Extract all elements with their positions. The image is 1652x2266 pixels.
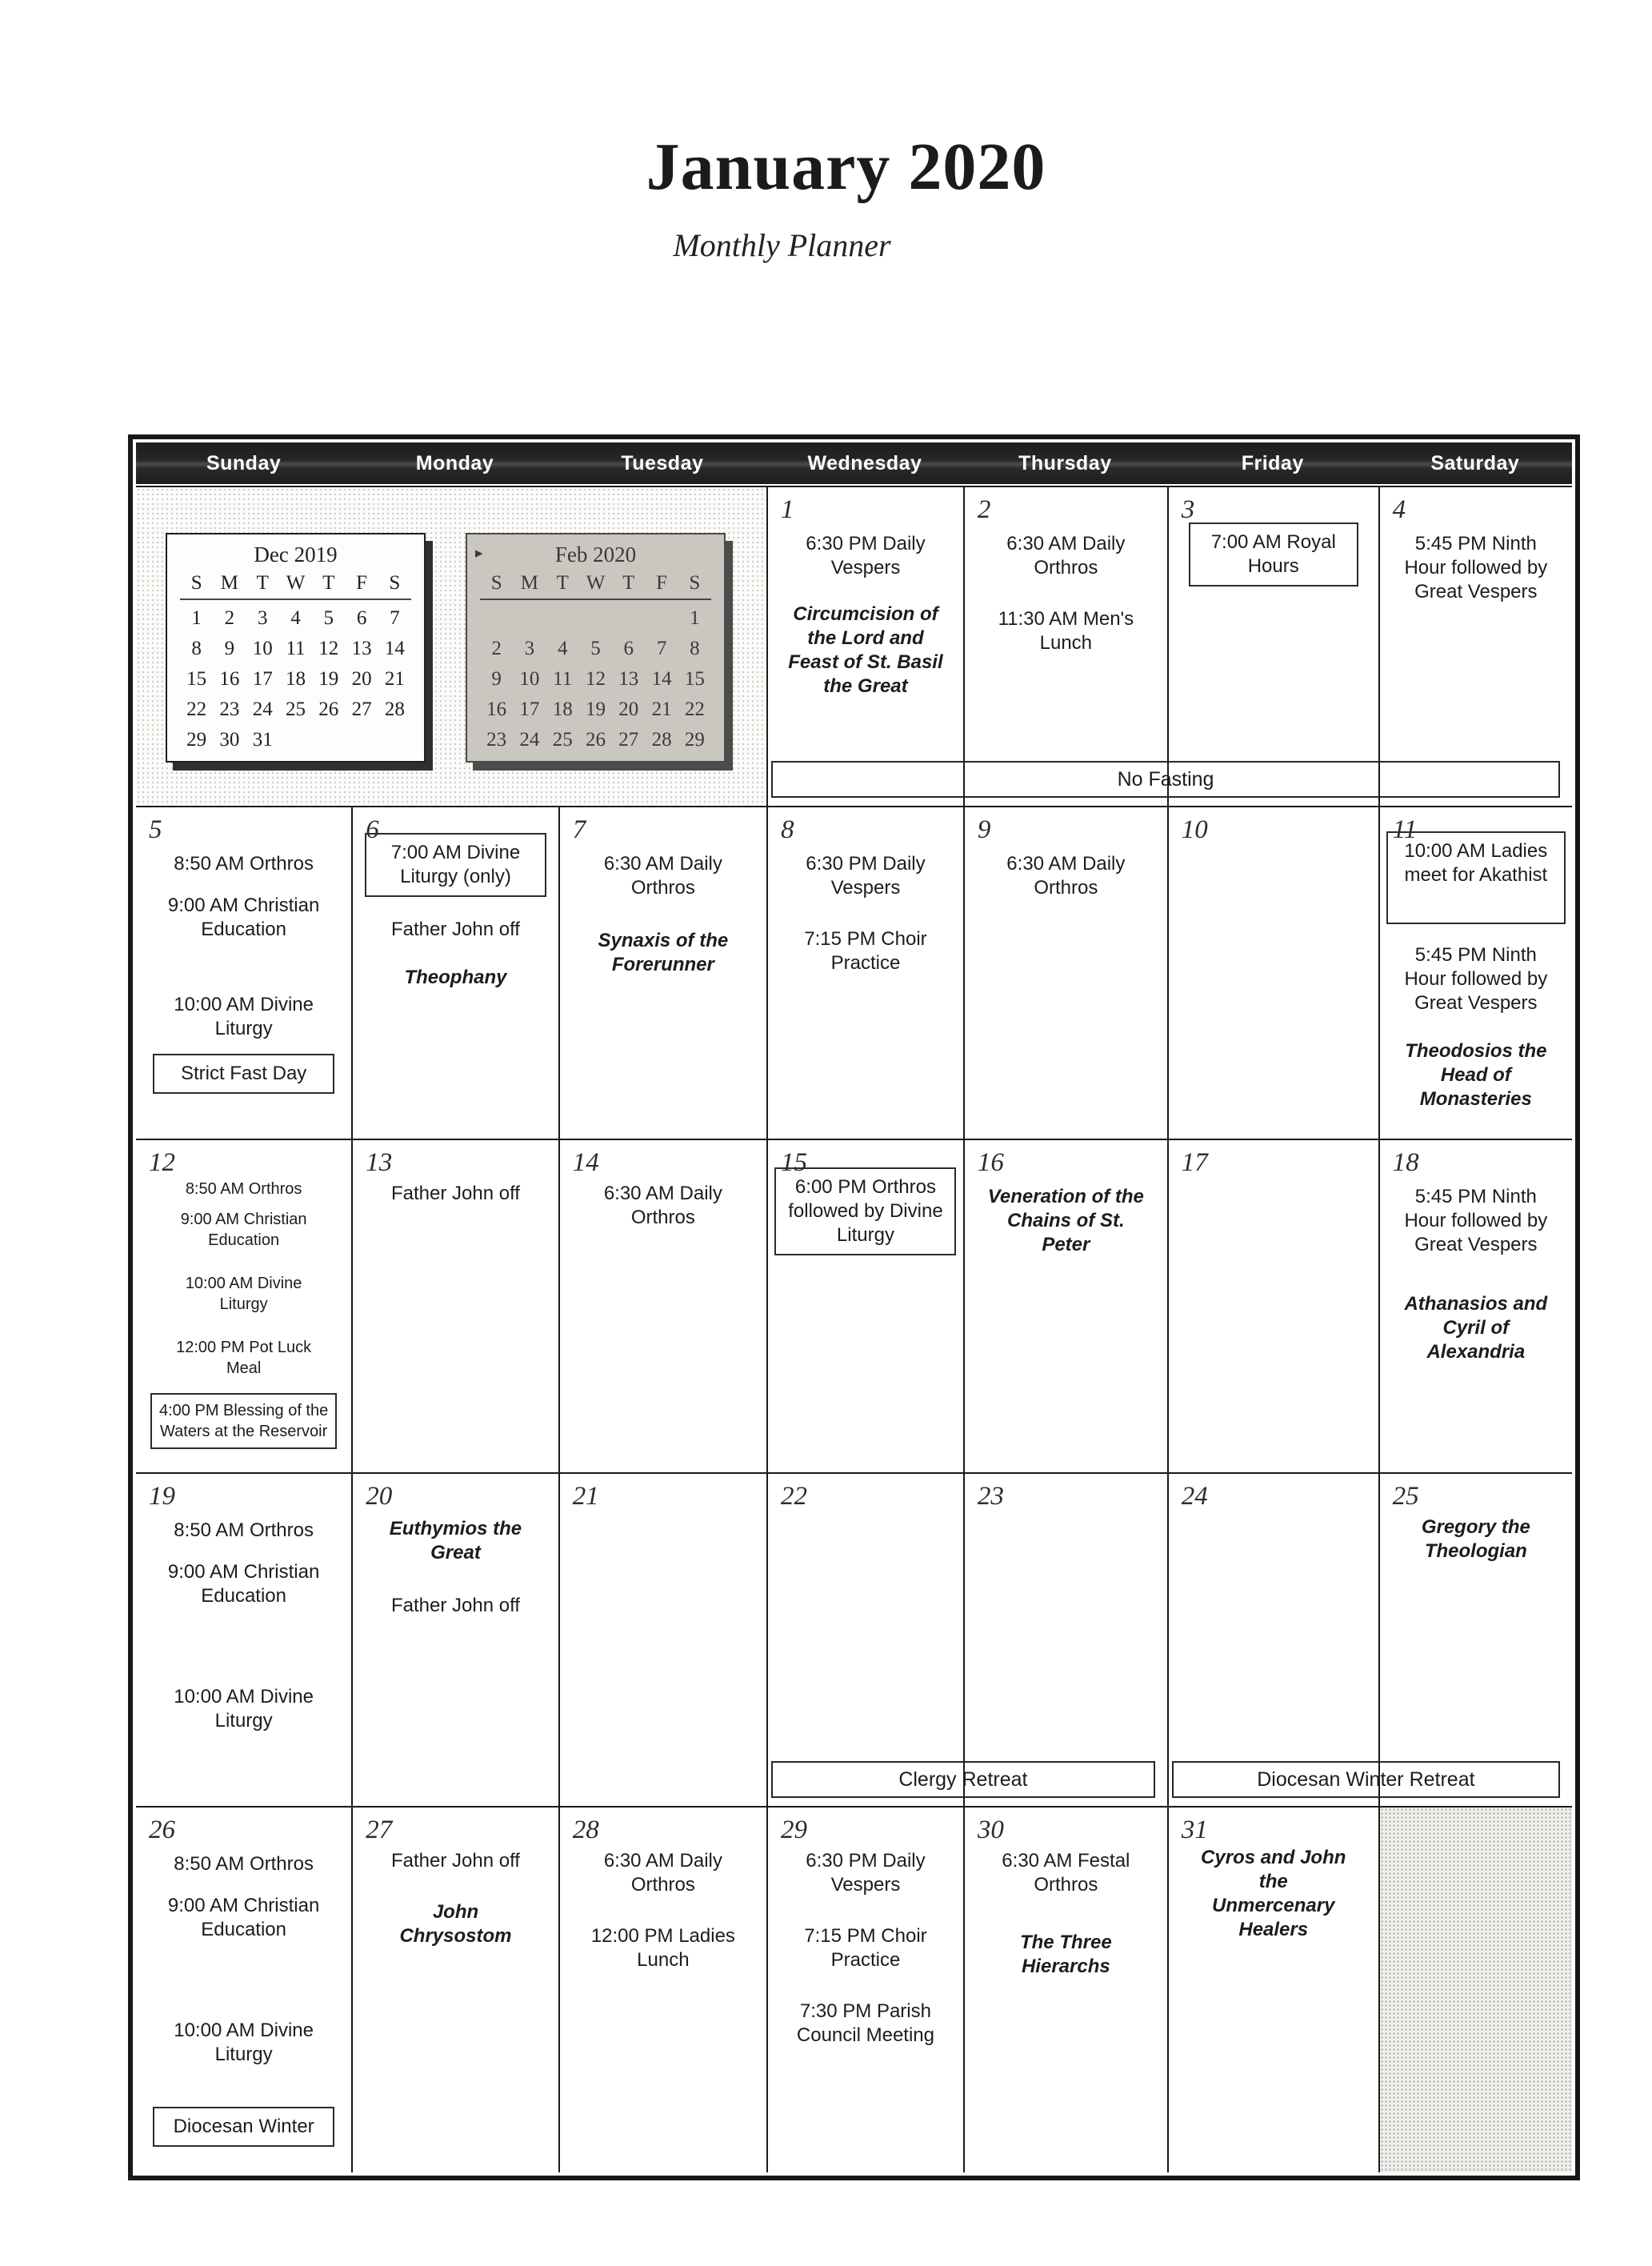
day-cell-19 bbox=[136, 1474, 351, 1806]
mini-day: 25 bbox=[552, 729, 573, 751]
day-cell-28 bbox=[558, 1808, 766, 2172]
day-cell-30 bbox=[963, 1808, 1167, 2172]
day-events bbox=[560, 1849, 766, 1972]
mini-calendar-dec-2019 bbox=[166, 533, 426, 763]
day-number: 18 bbox=[1392, 1148, 1419, 1177]
day-cell-7 bbox=[558, 807, 766, 1139]
mini-weekday-label: M bbox=[220, 572, 239, 594]
mini-day: 24 bbox=[252, 699, 273, 720]
mini-weekday-label: T bbox=[622, 572, 635, 594]
day-number: 6 bbox=[366, 815, 379, 844]
mini-day: 28 bbox=[651, 729, 672, 751]
mini-weekday-label: S bbox=[190, 572, 202, 594]
event-text: 5:45 PM Ninth Hour followed by Great Vespers bbox=[1404, 944, 1548, 1014]
day-number: 11 bbox=[1392, 815, 1418, 844]
mini-weekday-label: T bbox=[556, 572, 569, 594]
day-events bbox=[768, 1849, 963, 2048]
mini-day: 24 bbox=[519, 729, 540, 751]
mini-day: 13 bbox=[351, 638, 372, 659]
mini-day: 12 bbox=[585, 668, 606, 690]
mini-day: 6 bbox=[356, 607, 367, 629]
day-cell-26 bbox=[136, 1808, 351, 2172]
mini-day: 16 bbox=[219, 668, 240, 690]
event-text: 10:00 AM Divine Liturgy bbox=[185, 1275, 302, 1313]
day-cell-17 bbox=[1167, 1140, 1378, 1472]
day-events bbox=[560, 852, 766, 977]
mini-day: 9 bbox=[224, 638, 235, 659]
day-cell-4 bbox=[1378, 487, 1572, 806]
day-number: 20 bbox=[366, 1482, 393, 1511]
event-text: Father John off bbox=[390, 1850, 520, 1872]
mini-weekday-label: W bbox=[286, 572, 306, 594]
mini-calendars-panel bbox=[136, 487, 766, 806]
day-number: 10 bbox=[1181, 815, 1208, 844]
boxed-event: Diocesan Winter bbox=[153, 2107, 334, 2147]
mini-day: 2 bbox=[224, 607, 235, 629]
event-text: 7:30 PM Parish Council Meeting bbox=[796, 2000, 934, 2046]
empty-pattern-cell bbox=[1378, 1808, 1572, 2172]
event-text: 6:30 AM Daily Orthros bbox=[1006, 533, 1126, 579]
day-cell-18 bbox=[1378, 1140, 1572, 1472]
day-number: 16 bbox=[977, 1148, 1004, 1177]
feast-label: Veneration of the Chains of St. Peter bbox=[987, 1186, 1144, 1255]
mini-day: 7 bbox=[390, 607, 400, 629]
event-text: 9:00 AM Christian Education bbox=[167, 1895, 320, 1940]
day-cell-8 bbox=[766, 807, 963, 1139]
banner-clergy-retreat: Clergy Retreat bbox=[771, 1761, 1154, 1798]
day-events bbox=[560, 1182, 766, 1230]
day-events bbox=[353, 1849, 558, 1948]
day-number: 1 bbox=[781, 495, 794, 524]
boxed-event: 4:00 PM Blessing of the Waters at the Reservoir bbox=[150, 1393, 337, 1449]
day-events bbox=[1380, 1185, 1572, 1364]
day-number: 3 bbox=[1181, 495, 1195, 524]
boxed-event: Strict Fast Day bbox=[153, 1054, 334, 1094]
mini-calendar-weekday-row bbox=[180, 572, 411, 600]
day-cell-22 bbox=[766, 1474, 963, 1806]
mini-day: 8 bbox=[690, 638, 700, 659]
mini-weekday-label: M bbox=[520, 572, 539, 594]
feast-label: John Chrysostom bbox=[399, 1901, 512, 1947]
day-number: 19 bbox=[149, 1482, 175, 1511]
day-number: 15 bbox=[781, 1148, 807, 1177]
event-text: 6:30 AM Daily Orthros bbox=[603, 853, 722, 899]
event-text: 5:45 PM Ninth Hour followed by Great Vespers bbox=[1404, 1186, 1548, 1255]
event-text: 9:00 AM Christian Education bbox=[167, 895, 320, 940]
feast-label: Cyros and John the Unmercenary Healers bbox=[1201, 1847, 1346, 1940]
day-number: 5 bbox=[149, 815, 162, 844]
event-text: 10:00 AM Divine Liturgy bbox=[174, 994, 314, 1039]
boxed-event: 7:00 AM Royal Hours bbox=[1189, 522, 1358, 587]
feast-label: The Three Hierarchs bbox=[1019, 1932, 1112, 1977]
day-cell-3 bbox=[1167, 487, 1378, 806]
day-events bbox=[768, 1167, 963, 1255]
day-cell-12 bbox=[136, 1140, 351, 1472]
day-events bbox=[1380, 831, 1572, 1111]
mini-day: 18 bbox=[552, 699, 573, 720]
mini-calendar-marker-icon: ▸ bbox=[475, 545, 483, 562]
mini-weekday-label: T bbox=[322, 572, 335, 594]
event-text: 8:50 AM Orthros bbox=[174, 1519, 314, 1541]
day-number: 4 bbox=[1392, 495, 1406, 524]
mini-day: 20 bbox=[618, 699, 639, 720]
day-cell-20 bbox=[351, 1474, 558, 1806]
event-text: 9:00 AM Christian Education bbox=[180, 1211, 307, 1249]
mini-day: 3 bbox=[524, 638, 535, 659]
mini-day: 31 bbox=[252, 729, 273, 751]
mini-day: 10 bbox=[519, 668, 540, 690]
day-cell-11 bbox=[1378, 807, 1572, 1139]
day-number: 7 bbox=[572, 815, 586, 844]
day-events bbox=[965, 852, 1167, 900]
week-row-1 bbox=[136, 487, 1572, 807]
mini-day: 23 bbox=[486, 729, 507, 751]
mini-day: 26 bbox=[318, 699, 339, 720]
mini-weekday-label: S bbox=[490, 572, 502, 594]
mini-day: 1 bbox=[191, 607, 202, 629]
day-number: 24 bbox=[1181, 1482, 1208, 1511]
day-number: 2 bbox=[977, 495, 991, 524]
event-text: 11:30 AM Men's Lunch bbox=[998, 608, 1134, 654]
day-number: 25 bbox=[1392, 1482, 1419, 1511]
mini-day: 17 bbox=[519, 699, 540, 720]
day-events bbox=[1169, 522, 1378, 587]
day-number: 30 bbox=[977, 1816, 1004, 1844]
mini-calendar-month-label: Feb 2020 bbox=[554, 542, 637, 566]
mini-day: 21 bbox=[384, 668, 405, 690]
event-text: 6:30 AM Festal Orthros bbox=[1002, 1850, 1130, 1896]
mini-calendar-title bbox=[467, 534, 724, 567]
event-text: 10:00 AM Divine Liturgy bbox=[174, 1686, 314, 1732]
mini-weekday-label: T bbox=[256, 572, 269, 594]
event-text: 6:30 AM Daily Orthros bbox=[1006, 853, 1126, 899]
event-text: Father John off bbox=[390, 1183, 520, 1204]
mini-weekday-label: S bbox=[389, 572, 401, 594]
event-text: 6:30 PM Daily Vespers bbox=[806, 1850, 926, 1896]
week-row-3 bbox=[136, 1140, 1572, 1474]
mini-day: 14 bbox=[651, 668, 672, 690]
day-cell-2 bbox=[963, 487, 1167, 806]
feast-label: Athanasios and Cyril of Alexandria bbox=[1404, 1293, 1548, 1363]
mini-day: 17 bbox=[252, 668, 273, 690]
day-events bbox=[136, 1519, 351, 1733]
mini-calendar-feb-2020 bbox=[466, 533, 726, 763]
mini-day: 9 bbox=[491, 668, 502, 690]
event-text: 9:00 AM Christian Education bbox=[167, 1561, 320, 1607]
day-number: 27 bbox=[366, 1816, 393, 1844]
day-cell-10 bbox=[1167, 807, 1378, 1139]
day-number: 9 bbox=[977, 815, 991, 844]
mini-day: 10 bbox=[252, 638, 273, 659]
mini-day: 12 bbox=[318, 638, 339, 659]
event-text: 7:15 PM Choir Practice bbox=[804, 1925, 927, 1971]
day-events bbox=[1380, 532, 1572, 604]
feast-label: Euthymios the Great bbox=[389, 1518, 522, 1563]
event-text: 6:30 PM Daily Vespers bbox=[806, 853, 926, 899]
day-events bbox=[1169, 1846, 1378, 1942]
day-events bbox=[353, 833, 558, 990]
feast-label: Theophany bbox=[404, 967, 507, 988]
day-cell-16 bbox=[963, 1140, 1167, 1472]
mini-day: 22 bbox=[186, 699, 207, 720]
day-cell-21 bbox=[558, 1474, 766, 1806]
day-number: 17 bbox=[1181, 1148, 1208, 1177]
mini-day: 15 bbox=[684, 668, 705, 690]
event-text: 12:00 PM Ladies Lunch bbox=[590, 1925, 735, 1971]
week-row-5 bbox=[136, 1808, 1572, 2172]
day-cell-23 bbox=[963, 1474, 1167, 1806]
weekday-header-saturday: Saturday bbox=[1430, 451, 1520, 474]
event-text: 7:15 PM Choir Practice bbox=[804, 928, 927, 974]
day-cell-6 bbox=[351, 807, 558, 1139]
weekday-header-thursday: Thursday bbox=[1018, 451, 1112, 474]
event-text: 6:30 AM Daily Orthros bbox=[603, 1850, 722, 1896]
weekday-header-wednesday: Wednesday bbox=[807, 451, 922, 474]
day-number: 23 bbox=[977, 1482, 1004, 1511]
mini-calendar-days bbox=[480, 603, 711, 755]
calendar-grid bbox=[136, 486, 1572, 2172]
weekday-header-friday: Friday bbox=[1241, 451, 1304, 474]
day-cell-29 bbox=[766, 1808, 963, 2172]
mini-day: 21 bbox=[651, 699, 672, 720]
mini-day: 5 bbox=[323, 607, 334, 629]
mini-weekday-label: W bbox=[586, 572, 606, 594]
day-cell-14 bbox=[558, 1140, 766, 1472]
boxed-event: 7:00 AM Divine Liturgy (only) bbox=[365, 833, 546, 897]
event-text: 5:45 PM Ninth Hour followed by Great Vespers bbox=[1404, 533, 1548, 603]
page-title: January 2020 bbox=[646, 130, 1046, 204]
event-text: Father John off bbox=[390, 1595, 520, 1616]
scanned-page bbox=[0, 128, 1652, 2137]
mini-day: 15 bbox=[186, 668, 207, 690]
day-events bbox=[768, 532, 963, 699]
day-events bbox=[965, 1849, 1167, 1979]
day-number: 31 bbox=[1181, 1816, 1208, 1844]
day-cell-24 bbox=[1167, 1474, 1378, 1806]
event-text: 6:30 AM Daily Orthros bbox=[603, 1183, 722, 1228]
mini-day: 28 bbox=[384, 699, 405, 720]
day-number: 29 bbox=[781, 1816, 807, 1844]
event-text: 10:00 AM Divine Liturgy bbox=[174, 2020, 314, 2065]
event-text: 6:30 PM Daily Vespers bbox=[806, 533, 926, 579]
mini-calendar-days bbox=[180, 603, 411, 755]
day-cell-1 bbox=[766, 487, 963, 806]
event-text: Father John off bbox=[390, 919, 520, 940]
day-cell-15 bbox=[766, 1140, 963, 1472]
weekday-header-bar bbox=[136, 442, 1572, 484]
day-cell-5 bbox=[136, 807, 351, 1139]
day-number: 8 bbox=[781, 815, 794, 844]
mini-weekday-label: F bbox=[656, 572, 668, 594]
mini-day: 7 bbox=[656, 638, 667, 659]
weekday-header-sunday: Sunday bbox=[206, 451, 282, 474]
mini-day: 27 bbox=[618, 729, 639, 751]
day-number: 12 bbox=[149, 1148, 175, 1177]
mini-weekday-label: F bbox=[356, 572, 368, 594]
mini-day: 22 bbox=[684, 699, 705, 720]
day-events bbox=[768, 852, 963, 975]
day-number: 13 bbox=[366, 1148, 393, 1177]
mini-day: 4 bbox=[557, 638, 568, 659]
feast-label: Synaxis of the Forerunner bbox=[598, 930, 729, 975]
day-number: 14 bbox=[572, 1148, 599, 1177]
day-events bbox=[965, 1185, 1167, 1257]
mini-day: 11 bbox=[553, 668, 573, 690]
mini-day: 26 bbox=[585, 729, 606, 751]
feast-label: Theodosios the Head of Monasteries bbox=[1405, 1040, 1547, 1110]
mini-day: 11 bbox=[286, 638, 306, 659]
mini-calendar-weekday-row bbox=[480, 572, 711, 600]
mini-day: 14 bbox=[384, 638, 405, 659]
mini-day: 2 bbox=[491, 638, 502, 659]
mini-day: 3 bbox=[257, 607, 268, 629]
day-number: 22 bbox=[781, 1482, 807, 1511]
day-number: 26 bbox=[149, 1816, 175, 1844]
day-cell-9 bbox=[963, 807, 1167, 1139]
day-events bbox=[965, 532, 1167, 655]
mini-day: 16 bbox=[486, 699, 507, 720]
mini-calendar-month-label: Dec 2019 bbox=[254, 542, 338, 566]
mini-day: 8 bbox=[191, 638, 202, 659]
mini-day: 1 bbox=[690, 607, 700, 629]
day-events bbox=[136, 1179, 351, 1449]
day-number: 28 bbox=[572, 1816, 599, 1844]
banner-no-fasting: No Fasting bbox=[771, 761, 1559, 798]
mini-day: 29 bbox=[684, 729, 705, 751]
feast-label: Circumcision of the Lord and Feast of St. Basil the Great bbox=[788, 603, 943, 697]
mini-weekday-label: S bbox=[689, 572, 701, 594]
mini-day: 30 bbox=[219, 729, 240, 751]
weekday-header-monday: Monday bbox=[415, 451, 494, 474]
mini-day: 29 bbox=[186, 729, 207, 751]
event-text: 8:50 AM Orthros bbox=[185, 1180, 302, 1198]
monthly-calendar bbox=[128, 434, 1580, 2180]
mini-day: 4 bbox=[290, 607, 301, 629]
mini-calendar-title bbox=[167, 534, 424, 567]
mini-day: 23 bbox=[219, 699, 240, 720]
banner-diocesan-winter-retreat: Diocesan Winter Retreat bbox=[1172, 1761, 1560, 1798]
mini-day: 5 bbox=[590, 638, 601, 659]
week-row-2 bbox=[136, 807, 1572, 1140]
day-cell-31 bbox=[1167, 1808, 1378, 2172]
week-row-4 bbox=[136, 1474, 1572, 1808]
day-events bbox=[353, 1517, 558, 1618]
event-text: 8:50 AM Orthros bbox=[174, 853, 314, 875]
boxed-event: 10:00 AM Ladies meet for Akathist bbox=[1386, 831, 1566, 924]
mini-day: 25 bbox=[285, 699, 306, 720]
page-subtitle: Monthly Planner bbox=[673, 227, 891, 263]
mini-day: 6 bbox=[623, 638, 634, 659]
mini-day: 19 bbox=[585, 699, 606, 720]
day-events bbox=[353, 1182, 558, 1206]
weekday-header-tuesday: Tuesday bbox=[621, 451, 704, 474]
mini-day: 19 bbox=[318, 668, 339, 690]
mini-day: 13 bbox=[618, 668, 639, 690]
feast-label: Gregory the Theologian bbox=[1421, 1516, 1530, 1562]
event-text: 12:00 PM Pot Luck Meal bbox=[176, 1339, 312, 1377]
day-cell-25 bbox=[1378, 1474, 1572, 1806]
mini-day: 27 bbox=[351, 699, 372, 720]
boxed-event: 6:00 PM Orthros followed by Divine Liturgy bbox=[774, 1167, 956, 1255]
day-number: 21 bbox=[572, 1482, 599, 1511]
day-cell-27 bbox=[351, 1808, 558, 2172]
day-events bbox=[1380, 1515, 1572, 1563]
mini-day: 18 bbox=[285, 668, 306, 690]
mini-day: 20 bbox=[351, 668, 372, 690]
event-text: 8:50 AM Orthros bbox=[174, 1853, 314, 1875]
day-cell-13 bbox=[351, 1140, 558, 1472]
day-events bbox=[136, 852, 351, 1094]
day-events bbox=[136, 1852, 351, 2147]
